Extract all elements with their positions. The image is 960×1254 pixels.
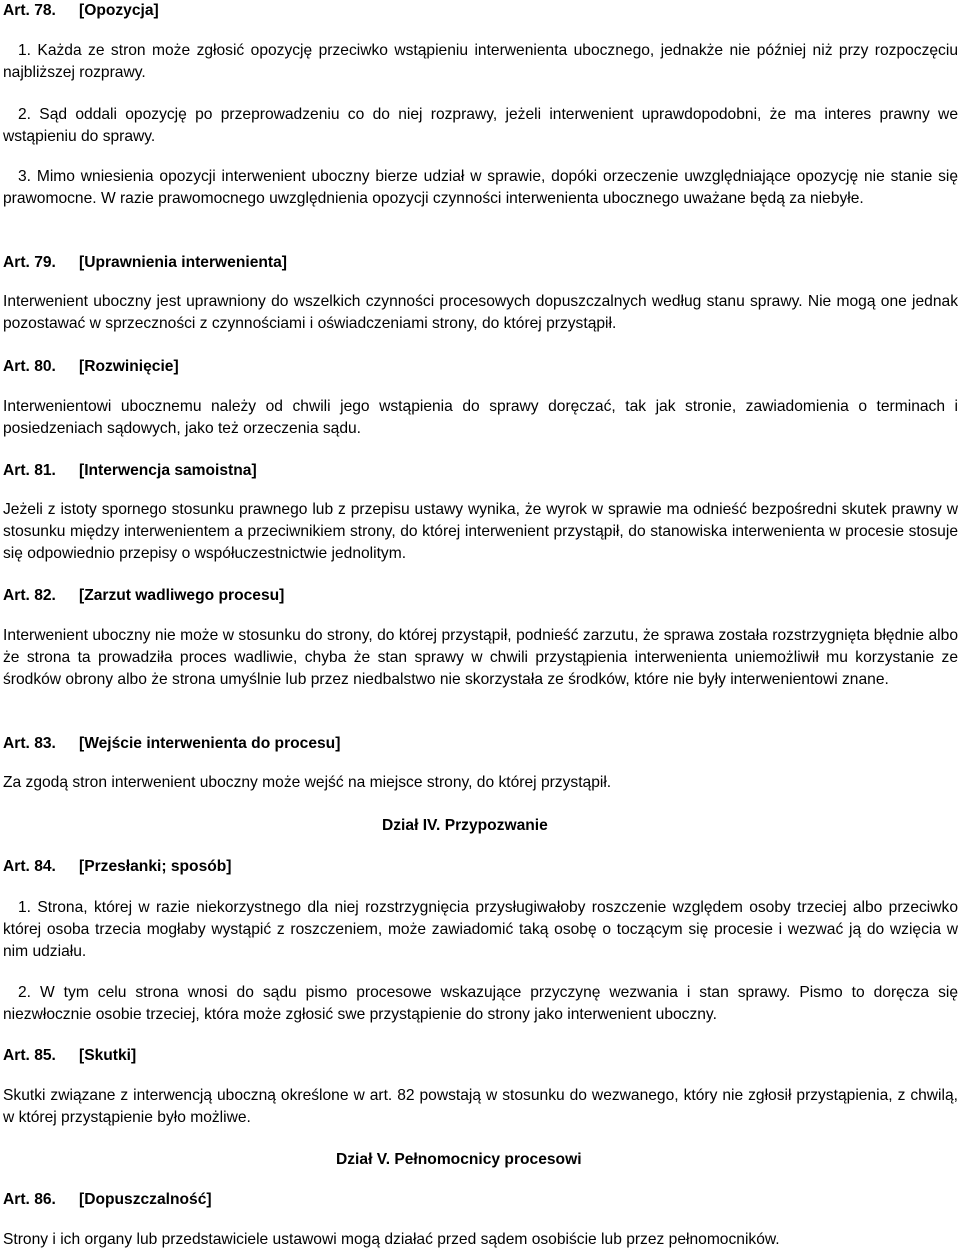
article-number: Art. 80. bbox=[3, 358, 56, 375]
article-title: [Rozwinięcie] bbox=[79, 358, 179, 375]
article-title: [Interwencja samoistna] bbox=[79, 462, 257, 479]
paragraph: 2. Sąd oddali opozycję po przeprowadzeniu co do niej rozprawy, jeżeli interwenient uprawdopodobni, że ma interes prawny we wstąpieniu do sprawy. bbox=[3, 106, 958, 145]
article-number: Art. 83. bbox=[3, 735, 56, 752]
article-number: Art. 85. bbox=[3, 1047, 56, 1064]
paragraph: 1. Strona, której w razie niekorzystnego dla niej rozstrzygnięcia przysługiwałoby roszczenie względem osoby trzeciej albo przeciwko której osoba trzecia mogłaby wystąpić z roszczeniem, może zawiadomić taką osobę o toczącym się procesie i wezwać ją do wzięcia w nim udziału. bbox=[3, 899, 958, 960]
article-number: Art. 86. bbox=[3, 1191, 56, 1208]
article-heading bbox=[3, 252, 958, 274]
article-heading bbox=[3, 356, 958, 378]
article-title: [Wejście interwenienta do procesu] bbox=[79, 735, 341, 752]
article-number: Art. 79. bbox=[3, 254, 56, 271]
article-number: Art. 78. bbox=[3, 2, 56, 19]
paragraph: Interwenientowi ubocznemu należy od chwili jego wstąpienia do sprawy doręczać, tak jak stronie, zawiadomienia o terminach i posiedzeniach sądowych, jako też orzeczenia sądu. bbox=[3, 398, 958, 437]
article-heading bbox=[3, 856, 958, 878]
article-title: [Zarzut wadliwego procesu] bbox=[79, 587, 285, 604]
article-title: [Skutki] bbox=[79, 1047, 137, 1064]
paragraph: 3. Mimo wniesienia opozycji interwenient uboczny bierze udział w sprawie, dopóki orzeczenie uwzględniające opozycję nie stanie się prawomocne. W razie prawomocnego uwzględnienia opozycji czynności interwenienta ubocznego uważane będą za niebyłe. bbox=[3, 168, 958, 207]
article-heading bbox=[3, 460, 958, 482]
article-title: [Uprawnienia interwenienta] bbox=[79, 254, 287, 271]
paragraph: 1. Każda ze stron może zgłosić opozycję przeciwko wstąpieniu interwenienta ubocznego, jednakże nie później niż przy rozpoczęciu najbliższej rozprawy. bbox=[3, 42, 958, 81]
article-heading bbox=[3, 1045, 958, 1067]
article-title: [Przesłanki; sposób] bbox=[79, 858, 232, 875]
section-heading: Dział IV. Przypozwanie bbox=[382, 817, 548, 834]
paragraph: 2. W tym celu strona wnosi do sądu pismo procesowe wskazujące przyczynę wezwania i stan sprawy. Pismo to doręcza się niezwłocznie osobie trzeciej, która może zgłosić swe przystąpienie do strony jako interwenient uboczny. bbox=[3, 984, 958, 1023]
article-heading bbox=[3, 733, 958, 755]
paragraph: Za zgodą stron interwenient uboczny może wejść na miejsce strony, do której przystąpił. bbox=[3, 774, 612, 791]
article-title: [Dopuszczalność] bbox=[79, 1191, 212, 1208]
section-heading: Dział V. Pełnomocnicy procesowi bbox=[336, 1151, 582, 1168]
paragraph: Jeżeli z istoty spornego stosunku prawnego lub z przepisu ustawy wynika, że wyrok w sprawie ma odnieść bezpośredni skutek prawny w stosunku między interwenientem a przeciwnikiem strony, do której interwenient przystąpił, do stanowiska interwenienta w procesie stosuje się odpowiednio przepisy o współuczestnictwie jednolitym. bbox=[3, 501, 958, 562]
paragraph: Skutki związane z interwencją uboczną określone w art. 82 powstają w stosunku do wezwanego, który nie zgłosił przystąpienia, z chwilą, w której przystąpienie było możliwe. bbox=[3, 1087, 958, 1126]
article-number: Art. 82. bbox=[3, 587, 56, 604]
article-title: [Opozycja] bbox=[79, 2, 159, 19]
paragraph: Interwenient uboczny jest uprawniony do wszelkich czynności procesowych dopuszczalnych według stanu sprawy. Nie mogą one jednak pozostawać w sprzeczności z czynnościami i oświadczeniami strony, do której przystąpił. bbox=[3, 293, 958, 332]
paragraph: Strony i ich organy lub przedstawiciele ustawowi mogą działać przed sądem osobiście lub przez pełnomocników. bbox=[3, 1231, 780, 1248]
article-heading bbox=[3, 1189, 958, 1211]
article-number: Art. 84. bbox=[3, 858, 56, 875]
article-number: Art. 81. bbox=[3, 462, 56, 479]
article-heading bbox=[3, 0, 958, 22]
paragraph: Interwenient uboczny nie może w stosunku do strony, do której przystąpił, podnieść zarzutu, że sprawa została rozstrzygnięta błędnie albo że strona ta prowadziła proces wadliwie, chyba że stan sprawy w chwili przystąpienia interwenienta uniemożliwił mu korzystanie ze środków obrony albo że strona umyślnie lub przez niedbalstwo nie skorzystała ze środków, które nie były interwenientowi znane. bbox=[3, 627, 958, 688]
article-heading bbox=[3, 585, 958, 607]
